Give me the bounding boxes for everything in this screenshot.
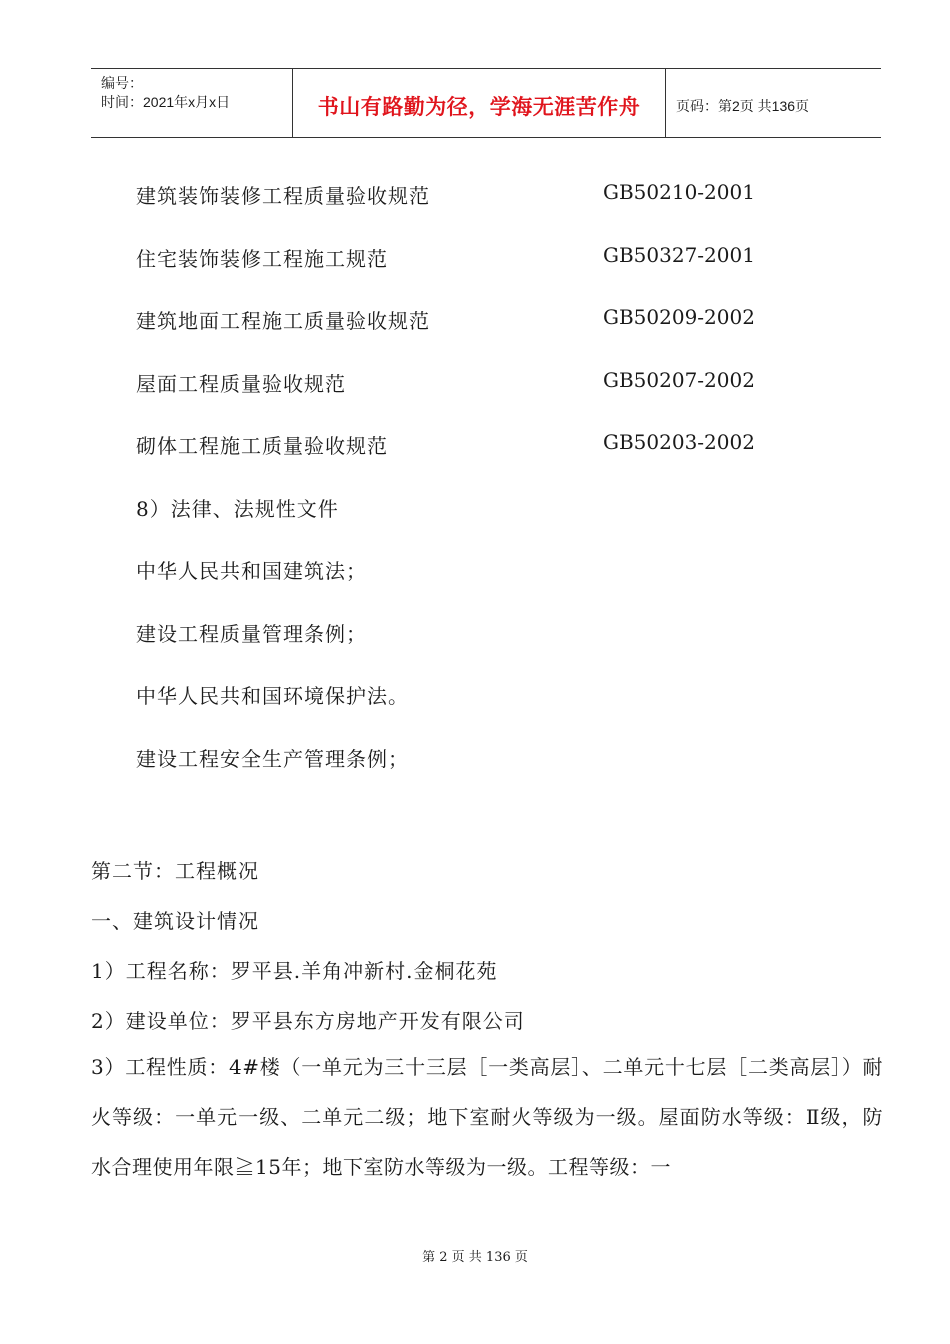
- law-item: 中华人民共和国建筑法；: [136, 559, 367, 583]
- time-label: 时间：2021年x月x日: [101, 94, 231, 110]
- subsection-title: 一、建筑设计情况: [91, 909, 259, 933]
- header-page-info: 页码：第2页 共136页: [676, 98, 810, 114]
- standard-code: GB50327-2001: [603, 243, 755, 267]
- project-nature-paragraph: 3）工程性质：4#楼（一单元为三十三层［一类高层］、二单元十七层［二类高层］）耐火等级：一单元一级、二单元二级；地下室耐火等级为一级。屋面防水等级：Ⅱ级，防水合理使用年限≧15年；地下室防水等级为一级。工程等级：一: [91, 1055, 883, 1179]
- standard-code: GB50203-2002: [603, 430, 755, 454]
- project-name-item: 1）工程名称：罗平县.羊角冲新村.金桐花苑: [91, 959, 498, 983]
- law-item: 建设工程安全生产管理条例；: [136, 747, 409, 771]
- header-motto: 书山有路勤为径，学海无涯苦作舟: [317, 95, 641, 119]
- page-footer: 第 2 页 共 136 页: [422, 1250, 528, 1265]
- standard-code: GB50210-2001: [603, 180, 755, 204]
- standard-name: 建筑装饰装修工程质量验收规范: [136, 184, 430, 208]
- page-header: [91, 68, 881, 138]
- standard-name: 建筑地面工程施工质量验收规范: [136, 309, 430, 333]
- header-meta-cell: [91, 69, 293, 137]
- header-page-cell: [666, 69, 881, 137]
- header-motto-cell: [293, 69, 666, 137]
- laws-heading: 8）法律、法规性文件: [136, 497, 339, 521]
- standard-name: 砌体工程施工质量验收规范: [136, 434, 388, 458]
- developer-item: 2）建设单位：罗平县东方房地产开发有限公司: [91, 1009, 525, 1033]
- standard-code: GB50209-2002: [603, 305, 755, 329]
- section-title: 第二节：工程概况: [91, 859, 259, 883]
- law-item: 中华人民共和国环境保护法。: [136, 684, 409, 708]
- standard-name: 住宅装饰装修工程施工规范: [136, 247, 388, 271]
- code-label: 编号：: [101, 75, 143, 91]
- standard-name: 屋面工程质量验收规范: [136, 372, 346, 396]
- standard-code: GB50207-2002: [603, 368, 755, 392]
- law-item: 建设工程质量管理条例；: [136, 622, 367, 646]
